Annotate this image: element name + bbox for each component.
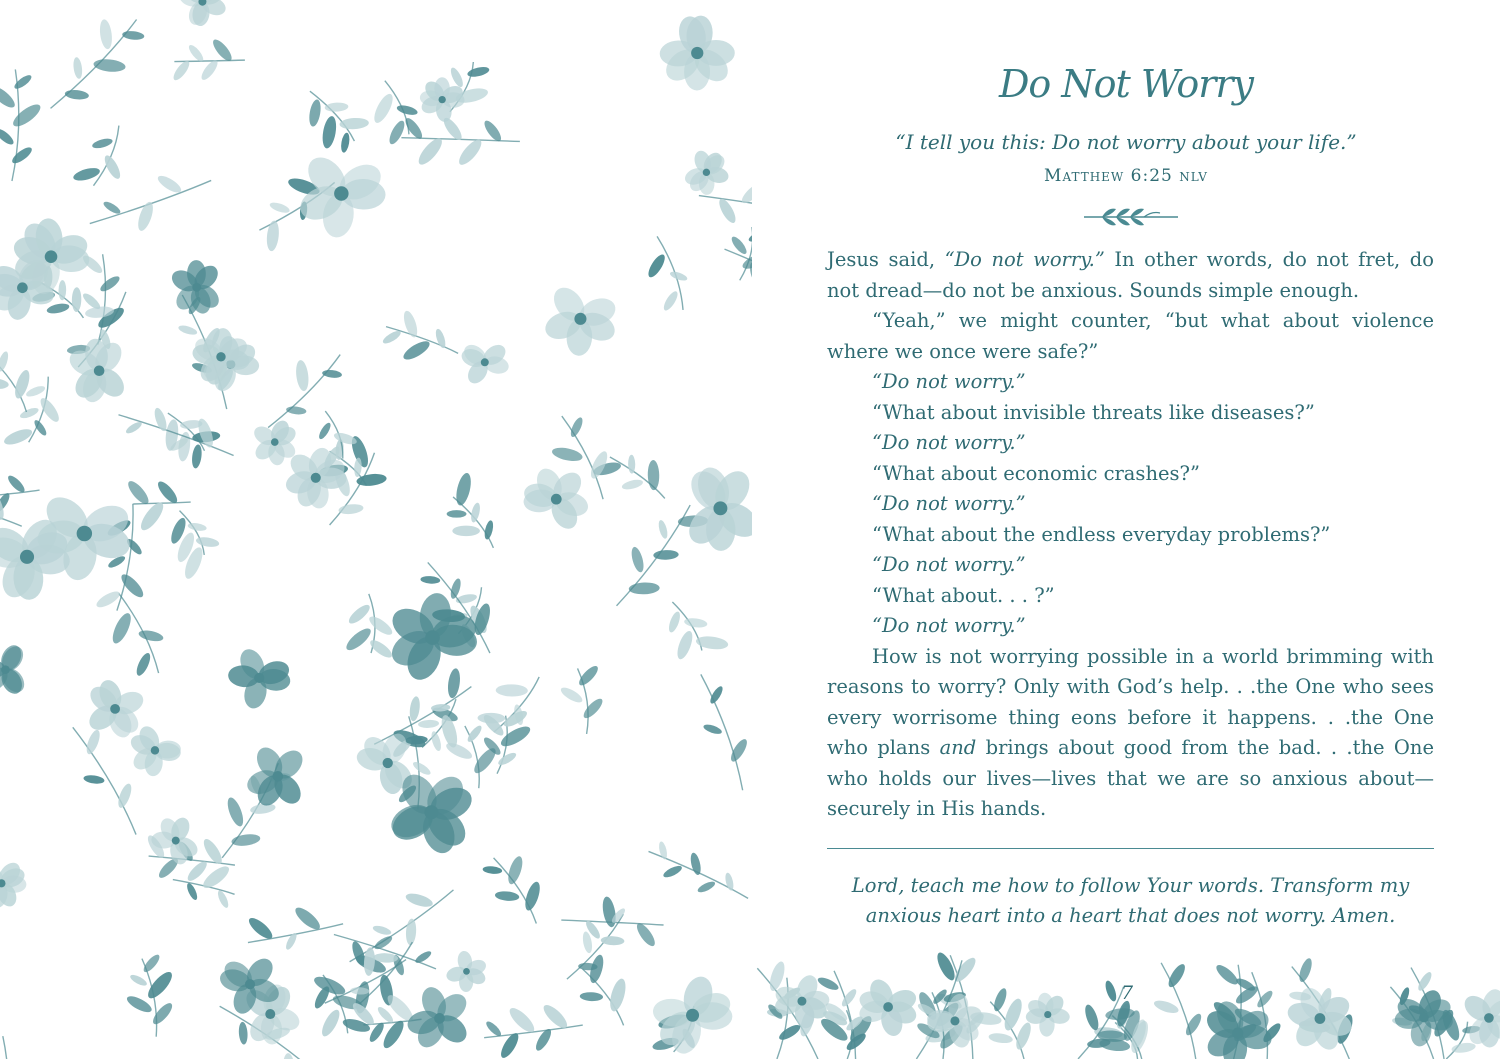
prayer-text: Lord, teach me how to follow Your words. Transform my anxious heart into a heart that does not worry. Amen. xyxy=(851,874,1410,927)
leaf-stem-illustration xyxy=(701,674,750,790)
flower-illustration xyxy=(85,677,147,740)
leaf-stem-illustration xyxy=(308,91,370,153)
flower-illustration xyxy=(1025,991,1071,1037)
flower-illustration xyxy=(522,465,591,534)
response-line: “Do not worry.” xyxy=(872,614,1026,637)
leaf-stem-illustration xyxy=(482,855,542,924)
leaf-stem-illustration xyxy=(168,511,220,581)
leaf-stem-illustration xyxy=(343,594,395,661)
leaf-stem-illustration xyxy=(729,227,752,280)
flower-illustration xyxy=(0,642,29,697)
italic-word: and xyxy=(939,736,977,759)
flower-illustration xyxy=(295,150,387,239)
flower-illustration xyxy=(659,13,734,90)
leaf-stem-illustration xyxy=(969,987,1033,1059)
flower-illustration xyxy=(191,327,251,387)
leaf-stem-illustration xyxy=(0,473,40,513)
flower-illustration xyxy=(244,743,308,810)
leaf-stem-illustration xyxy=(51,19,145,109)
flower-illustration xyxy=(459,341,510,387)
text-span: Jesus said, xyxy=(827,248,945,271)
leaf-stem-illustration xyxy=(0,1036,29,1059)
leaf-stem-illustration xyxy=(73,727,136,834)
response-line: “Do not worry.” xyxy=(872,492,1026,515)
leaf-stem-illustration xyxy=(72,126,123,186)
leaf-stem-illustration xyxy=(381,309,458,363)
leaf-stem-illustration xyxy=(0,350,32,412)
flower-illustration xyxy=(386,591,480,684)
leaf-stem-illustration xyxy=(484,1002,583,1059)
page-title: Do Not Worry xyxy=(998,62,1254,106)
question-line: “What about economic crashes?” xyxy=(872,461,1200,485)
flower-illustration xyxy=(541,282,619,357)
leaf-stem-illustration xyxy=(645,236,688,312)
flower-illustration xyxy=(405,984,472,1052)
page-number: 7 xyxy=(1120,982,1134,1004)
leaf-stem-illustration xyxy=(0,69,44,181)
paragraph-counter: “Yeah,” we might counter, “but what about violence where we once were safe?” xyxy=(827,309,1434,363)
leaf-stem-illustration xyxy=(559,663,606,734)
flower-illustration xyxy=(445,950,489,992)
flower-illustration xyxy=(682,463,752,551)
flower-illustration xyxy=(683,149,731,196)
response-line: “Do not worry.” xyxy=(872,370,1026,393)
leaf-stem-illustration xyxy=(447,472,495,548)
paragraph-closing xyxy=(827,642,1434,825)
flower-illustration xyxy=(177,0,229,28)
scripture-verse: “I tell you this: Do not worry about your life.” xyxy=(895,130,1357,154)
devotional-page xyxy=(752,0,1500,1059)
flower-illustration xyxy=(151,815,201,866)
flower-illustration xyxy=(128,723,182,777)
text-span: brings about good from the bad. . .the One who holds our lives—lives that we are so anxious about—securely in His hands. xyxy=(827,736,1434,820)
response-line: “Do not worry.” xyxy=(872,431,1026,454)
question-line: “What about the endless everyday problems?” xyxy=(872,522,1331,546)
leaf-stem-illustration xyxy=(268,355,342,428)
leaf-stem-illustration xyxy=(125,952,176,1036)
leaf-stem-illustration xyxy=(2,377,62,448)
flower-illustration xyxy=(0,859,28,910)
devotional-body xyxy=(827,245,1434,825)
scripture-reference: Matthew 6:25 nlv xyxy=(1044,166,1208,186)
leaf-stem-illustration xyxy=(401,115,519,168)
leaf-stem-illustration xyxy=(171,37,245,83)
response-line: “Do not worry.” xyxy=(872,553,1026,576)
leaf-stem-illustration xyxy=(246,904,343,951)
text-span: How is not worrying possible in a world brimming with reasons to worry? Only with God’s help. . .the One who sees every worrisome thing eons before it happens. . .the One who plans xyxy=(827,644,1434,759)
flower-illustration xyxy=(227,645,292,711)
leaf-stem-illustration xyxy=(1152,962,1204,1059)
leaf-stem-illustration xyxy=(109,593,164,677)
italic-quote: “Do not worry.” xyxy=(944,248,1105,271)
flower-illustration xyxy=(168,260,223,316)
text-span: In other words, do not fret, do not dread—do not be anxious. Sounds simple enough. xyxy=(827,248,1434,302)
leaf-stem-illustration xyxy=(371,81,419,147)
paragraph-intro xyxy=(827,245,1434,306)
question-line: “What about invisible threats like diseases?” xyxy=(872,400,1315,424)
leaf-sprig-ornament xyxy=(1082,203,1182,231)
leaf-stem-illustration xyxy=(90,173,211,233)
flower-illustration xyxy=(1460,987,1500,1049)
question-line: “What about. . . ?” xyxy=(872,583,1055,607)
divider-line xyxy=(827,848,1434,849)
leaf-stem-illustration xyxy=(649,841,749,899)
leaf-stem-illustration xyxy=(667,602,729,661)
